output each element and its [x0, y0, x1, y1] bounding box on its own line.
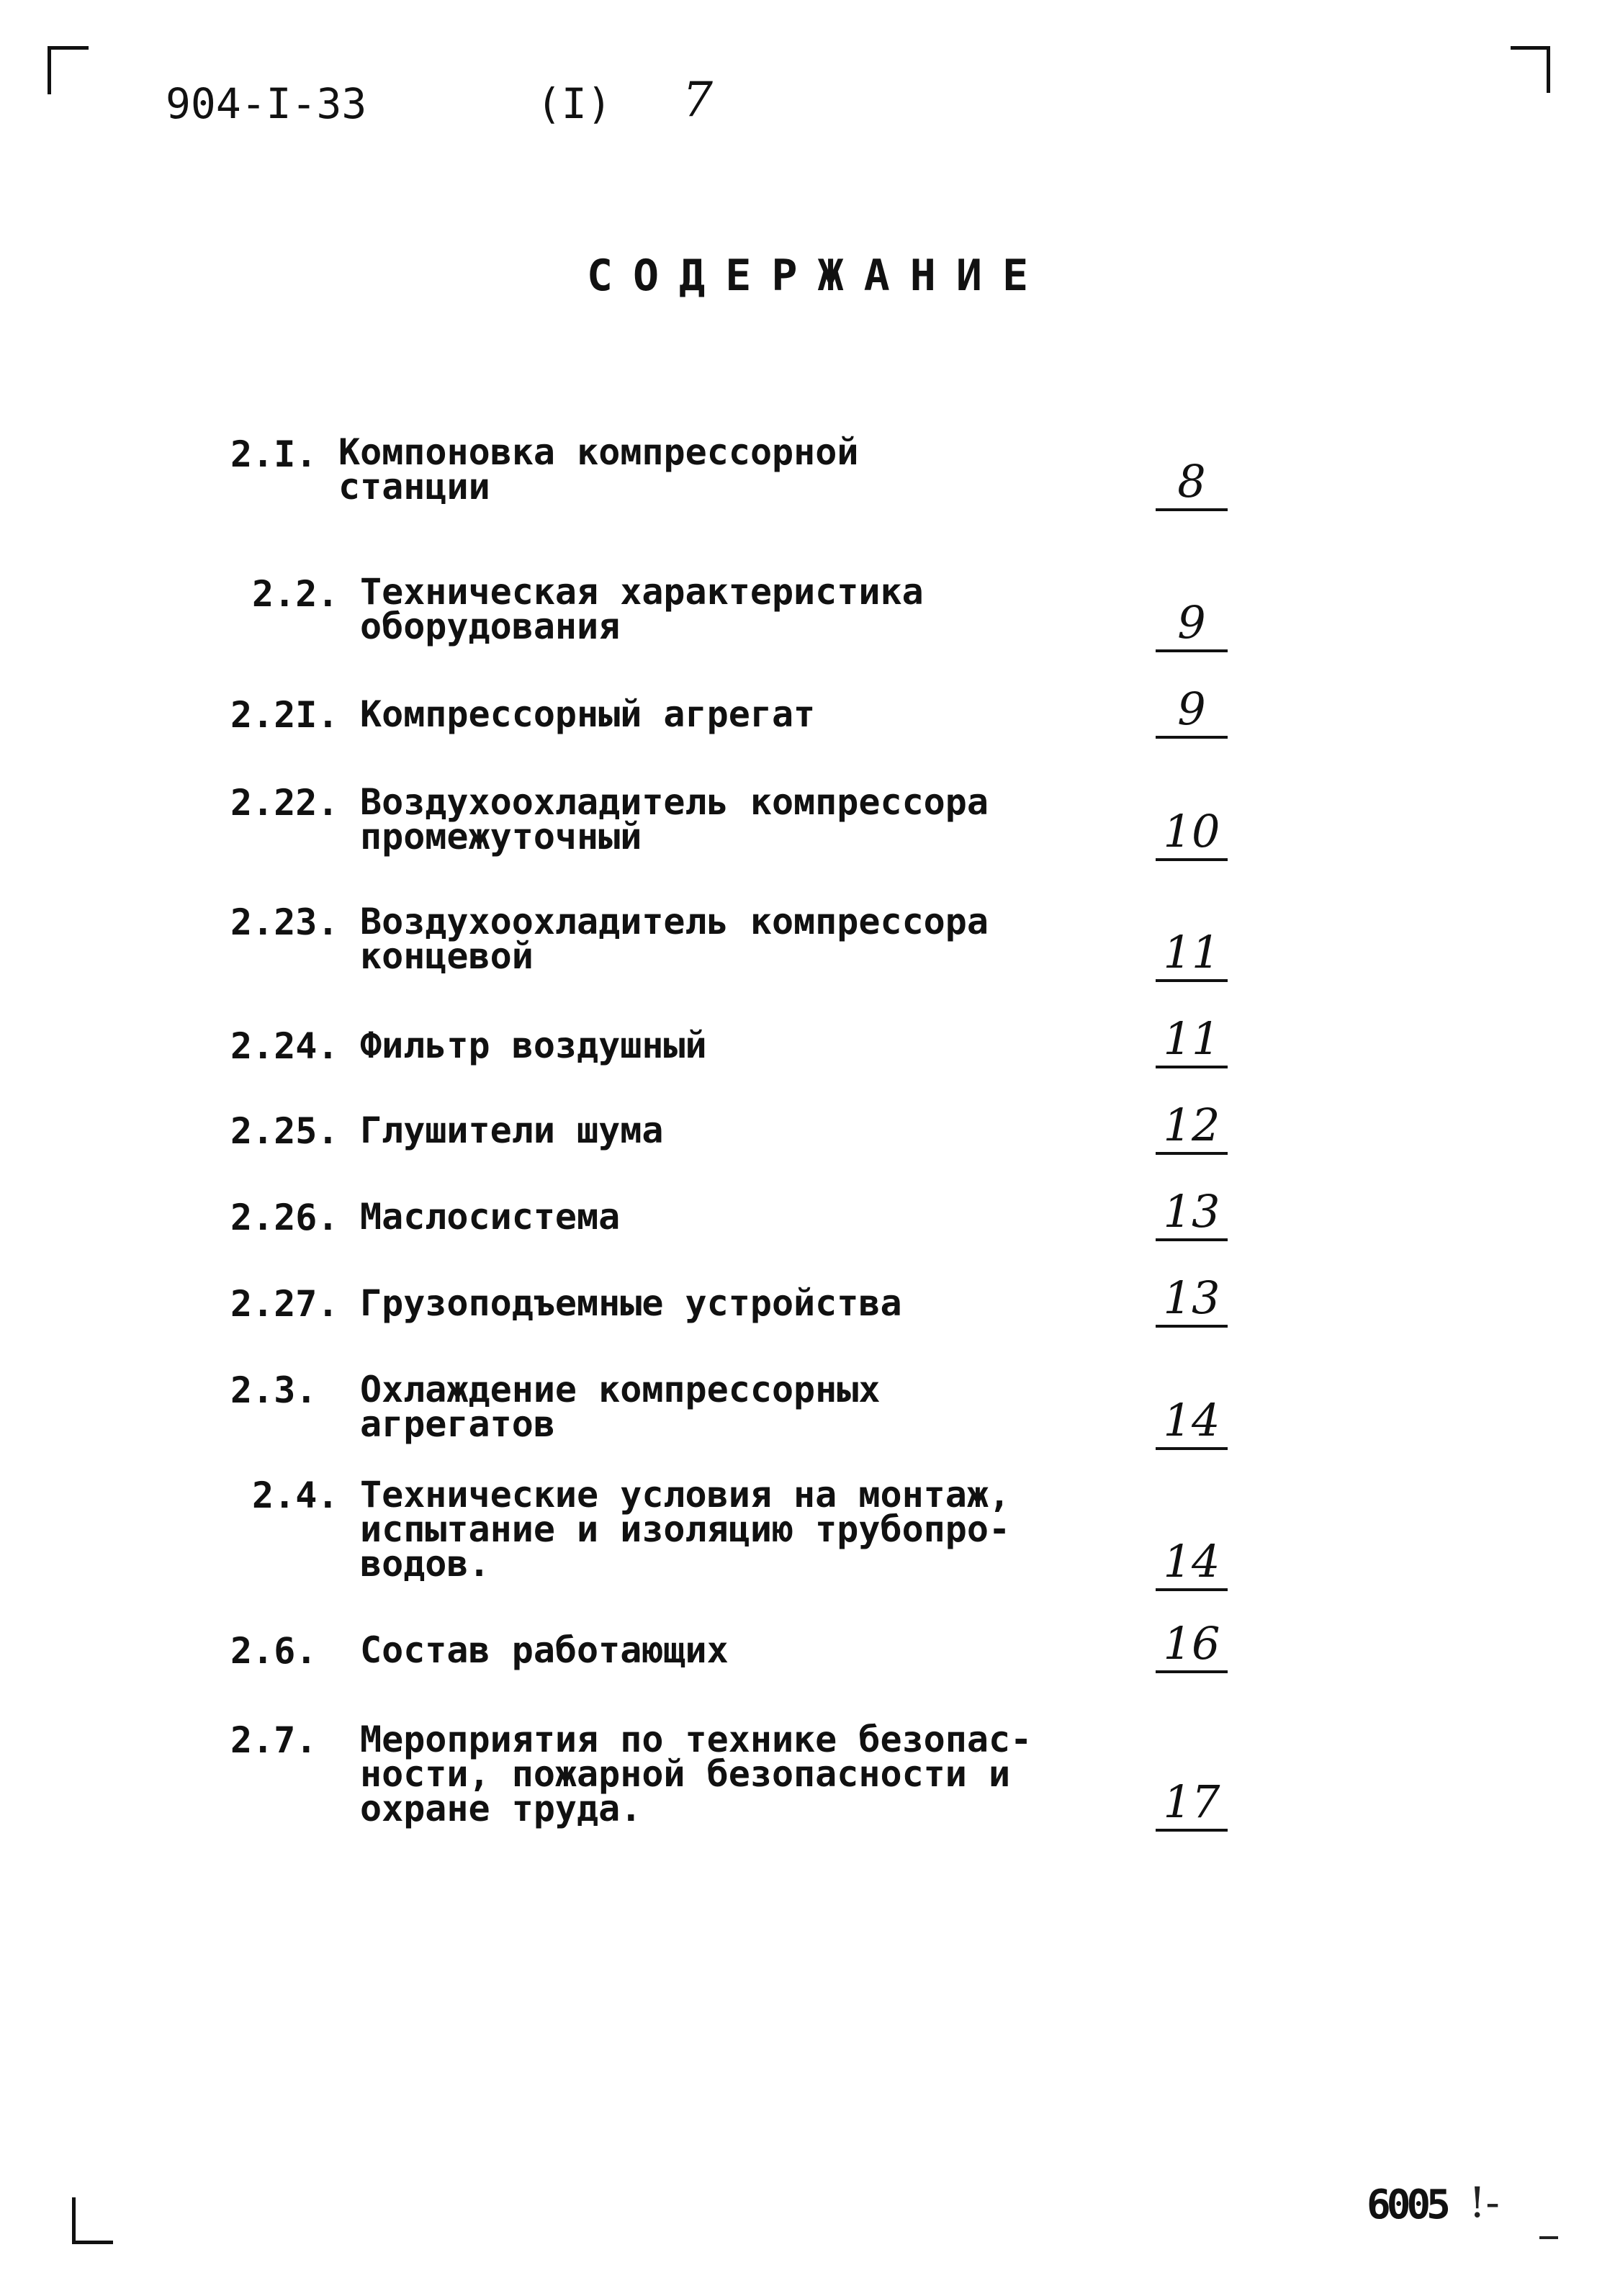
toc-item-title: Воздухоохладитель компрессора промежуточный — [360, 781, 989, 857]
toc-item-page: 13 — [1156, 1188, 1228, 1241]
toc-item-number: 2.4. — [252, 1475, 339, 1516]
toc-item-page: 14 — [1156, 1538, 1228, 1591]
page-number: 7 — [683, 72, 713, 127]
page-title: СОДЕРЖАНИЕ — [586, 251, 1049, 301]
toc-item-title: Грузоподъемные устройства — [360, 1282, 902, 1324]
toc-item-page: 11 — [1156, 929, 1228, 982]
toc-item-title: Технические условия на монтаж, испытание и изоляцию трубопро- водов. — [360, 1474, 1011, 1585]
toc-item-title: Воздухоохладитель компрессора концевой — [360, 901, 989, 977]
margin-tick — [1539, 2236, 1558, 2239]
toc-item-title: Компрессорный агрегат — [360, 693, 816, 735]
toc-item-title: Фильтр воздушный — [360, 1025, 707, 1066]
toc-item-page: 9 — [1156, 599, 1228, 652]
archive-stamp-mark: !- — [1469, 2178, 1500, 2227]
toc-item-number: 2.6. — [230, 1630, 318, 1672]
toc-item-number: 2.I. — [230, 433, 318, 475]
toc-item-number: 2.23. — [230, 901, 339, 943]
toc-item-number: 2.24. — [230, 1025, 339, 1067]
toc-item-number: 2.27. — [230, 1283, 339, 1325]
toc-item-title: Охлаждение компрессорных агрегатов — [360, 1369, 881, 1445]
toc-item-number: 2.2. — [252, 573, 339, 615]
toc-item-page: 16 — [1156, 1620, 1228, 1673]
toc-item-number: 2.26. — [230, 1197, 339, 1238]
toc-item-title: Мероприятия по технике безопас- ности, пожарной безопасности и охране труда. — [360, 1719, 1033, 1829]
document-code: 904-I-33 — [166, 79, 367, 128]
toc-item-page: 13 — [1156, 1274, 1228, 1328]
toc-item-page: 8 — [1156, 458, 1228, 511]
toc-item-title: Маслосистема — [360, 1196, 621, 1238]
toc-item-page: 17 — [1156, 1778, 1228, 1832]
toc-item-title: Глушители шума — [360, 1109, 664, 1151]
toc-item-page: 9 — [1156, 685, 1228, 739]
toc-item-number: 2.7. — [230, 1719, 318, 1761]
toc-item-title: Компоновка компрессорной станции — [338, 431, 859, 508]
toc-item-page: 12 — [1156, 1102, 1228, 1155]
toc-item-page: 11 — [1156, 1015, 1228, 1068]
toc-item-number: 2.25. — [230, 1110, 339, 1152]
toc-item-title: Состав работающих — [360, 1629, 729, 1671]
archive-stamp-number: 6005 — [1367, 2182, 1447, 2228]
toc-item-page: 14 — [1156, 1397, 1228, 1450]
toc-item-number: 2.2I. — [230, 694, 339, 736]
toc-item-title: Техническая характеристика оборудования — [360, 571, 924, 647]
toc-item-page: 10 — [1156, 808, 1228, 861]
document-part: (I) — [536, 79, 612, 128]
toc-item-number: 2.3. — [230, 1369, 318, 1411]
toc-item-number: 2.22. — [230, 782, 339, 824]
